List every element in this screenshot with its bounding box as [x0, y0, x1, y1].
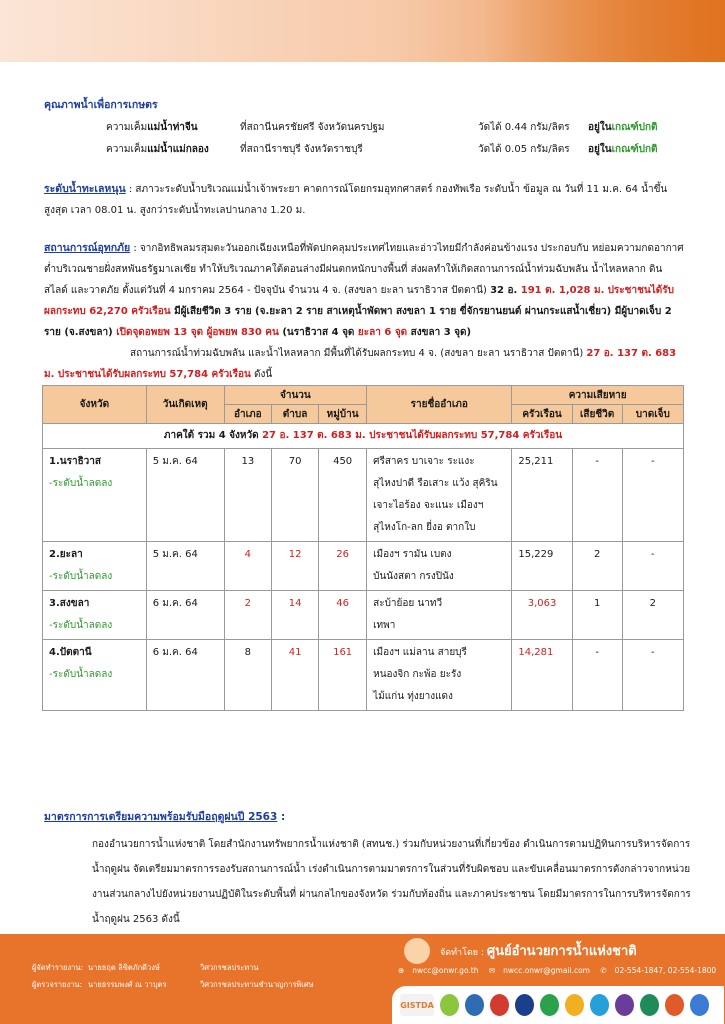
cell-households: 15,229 — [512, 542, 572, 591]
measures-colon: : — [277, 811, 286, 823]
cell-injured: - — [622, 640, 683, 711]
province-name: 2.ยะลา — [49, 549, 83, 560]
cell-tambon: 70 — [272, 449, 319, 542]
prepared-by-label: จัดทำโดย : — [440, 948, 487, 958]
summary-cell — [43, 424, 684, 449]
district-line: หนองจิก กะพ้อ ยะรัง — [373, 669, 462, 680]
partner-logo-icon — [690, 994, 709, 1016]
disaster-paragraph — [44, 238, 684, 343]
disaster-shelters: เปิดจุดอพยพ 13 จุด ผู้อพยพ 830 คน — [116, 327, 279, 338]
district-line: เมืองฯ รามัน เบตง — [373, 549, 452, 560]
cell-deaths: - — [572, 449, 622, 542]
disaster-amphoe: 32 อ. — [490, 285, 521, 296]
wq-station: ที่สถานีนครชัยศรี จังหวัดนครปฐม — [240, 122, 385, 133]
partner-logo-icon — [665, 994, 684, 1016]
district-line: เจาะไอร้อง จะแนะ เมืองฯ — [373, 500, 484, 511]
main-content — [44, 96, 684, 711]
cell-districts — [367, 591, 512, 640]
disaster-yala: ยะลา 6 จุด — [357, 327, 408, 338]
flood-table — [42, 385, 684, 711]
cell-date: 5 ม.ค. 64 — [146, 449, 224, 542]
preparer-position: วิศวกรชลประทาน — [200, 963, 259, 972]
water-drop-logo — [404, 938, 430, 964]
summary-value: 27 อ. 137 ต. 683 ม. ประชาชนได้รับผลกระทบ 57,784 ครัวเรือน — [262, 430, 563, 441]
cell-tambon: 12 — [272, 542, 319, 591]
wq-status-key: เกณฑ์ปกติ — [611, 144, 658, 155]
partner-logo-icon — [515, 994, 534, 1016]
cell-tambon: 14 — [272, 591, 319, 640]
cell-village: 26 — [319, 542, 367, 591]
district-line: สุไหงโก-ลก ยี่งอ ตากใบ — [373, 522, 476, 533]
wq-status: อยู่ใน — [588, 122, 612, 133]
measures-title: มาตรการการเตรียมความพร้อมรับมือฤดูฝนปี 2563 — [44, 811, 278, 823]
wq-river: แม่น้ำท่าจีน — [147, 122, 198, 133]
phone-numbers: 02-554-1847, 02-554-1800 — [614, 966, 717, 975]
header-households: ครัวเรือน — [512, 405, 572, 424]
mail-icon: ✉ — [488, 966, 496, 975]
disaster-affected: ประชาชนได้รับผลกระทบ 62,270 ครัวเรือน — [44, 285, 674, 317]
cell-date: 6 ม.ค. 64 — [146, 640, 224, 711]
cell-districts — [367, 542, 512, 591]
cell-village: 46 — [319, 591, 367, 640]
measures-text: กองอำนวยการน้ำแห่งชาติ โดยสำนักงานทรัพยากรน้ำแห่งชาติ (สทนช.) ร่วมกับหน่วยงานที่เกี่ยวข้อง ดำเนินการตามปฏิทินการบริหารจัดการน้ำฤดูฝน จัดเตรียมมาตรการรองรับสถานการณ์น้ำ เร่งดำเนินการตามมาตรการในส่วนที่รับผิดชอบ และขับเคลื่อนมาตรการดังกล่าวจากหน่วยงานส่วนกลางไปยังหน่วยงานปฏิบัติในระดับพื้นที่ ผ่านกลไกของจังหวัด ร่วมกับท้องถิ่น และภาคประชาชน โดยมีมาตรการในการบริหารจัดการน้ำฤดูฝน 2563 ดังนี้ — [92, 839, 691, 925]
gistda-logo: GISTDA — [400, 994, 434, 1016]
cell-tambon: 41 — [272, 640, 319, 711]
disaster-end: ดังนี้ — [250, 369, 273, 380]
cell-injured: 2 — [622, 591, 683, 640]
reviewer-label: ผู้ตรวจรายงาน: — [32, 980, 83, 989]
partner-logo-icon — [640, 994, 659, 1016]
globe-icon: ⊕ — [398, 966, 405, 975]
cell-injured: - — [622, 449, 683, 542]
province-note: -ระดับน้ำลดลง — [49, 571, 113, 582]
province-name: 1.นราธิวาส — [49, 456, 102, 467]
header-amphoe: อำเภอ — [224, 405, 271, 424]
measures-section — [44, 808, 694, 932]
header-tambon: ตำบล — [272, 405, 319, 424]
disaster-text: : จากอิทธิพลมรสุมตะวันออกเฉียงเหนือที่พัดปกคลุมประเทศไทยและอ่าวไทยมีกำลังค่อนข้างแรง ประกอบกับ หย่อมความกดอากาศต่ำบริเวณชายฝั่งสหพันธรัฐมาเลเซีย ทำให้บริเวณภาคใต้ตอนล่างมีฝนตกหนักบางพื้นที่ ส่งผลทำให้เกิดสถานการณ์น้ำท่วมฉับพลัน น้ำไหลหลาก ดินสไลด์ และวาตภัย ตั้งแต่วันที่ 4 มกราคม 2564 - ปัจจุบัน จำนวน 4 จ. (สงขลา ยะลา นราธิวาส ปัตตานี) — [44, 243, 684, 296]
province-note: -ระดับน้ำลดลง — [49, 669, 113, 680]
reviewer-name: นายธรรมพงศ์ ณ วาบุตร — [88, 980, 167, 989]
cell-date: 5 ม.ค. 64 — [146, 542, 224, 591]
wq-measure: วัดได้ 0.44 กรัม/ลิตร — [478, 122, 570, 133]
cell-deaths: 1 — [572, 591, 622, 640]
footer-org — [440, 940, 637, 961]
phone-icon: ✆ — [600, 966, 607, 975]
wq-measure: วัดได้ 0.05 กรัม/ลิตร — [478, 144, 570, 155]
cell-deaths: 2 — [572, 542, 622, 591]
disaster-summary: 27 อ. 137 ต. 683 ม. ประชาชนได้รับผลกระทบ 57,784 ครัวเรือน — [44, 348, 677, 380]
water-quality-row — [44, 120, 684, 135]
district-line: สะบ้าย้อย นาทวี — [373, 598, 443, 609]
cell-injured: - — [622, 542, 683, 591]
province-name: 4.ปัตตานี — [49, 647, 92, 658]
disaster-text-2: สถานการณ์น้ำท่วมฉับพลัน และน้ำไหลหลาก มีพื้นที่ได้รับผลกระทบ 4 จ. (สงขลา ยะลา นราธิวาส ปัตตานี) — [130, 348, 587, 359]
cell-households: 3,063 — [512, 591, 572, 640]
cell-village: 161 — [319, 640, 367, 711]
sea-level-text: : สภาวะระดับน้ำบริเวณแม่น้ำเจ้าพระยา คาดการณ์โดยกรมอุทกศาสตร์ กองทัพเรือ ระดับน้ำ ข้อมูล ณ วันที่ 11 ม.ค. 64 น้ำขึ้นสูงสุด เวลา 08.01 น. สูงกว่าระดับน้ำทะเลปานกลาง 1.20 ม. — [44, 184, 668, 216]
table-row — [43, 640, 684, 711]
header-district-list: รายชื่ออำเภอ — [367, 386, 512, 424]
cell-amphoe: 8 — [224, 640, 271, 711]
province-note: -ระดับน้ำลดลง — [49, 478, 113, 489]
preparer-name: นายธฤต ลิขิตภักดีวงษ์ — [88, 963, 160, 972]
cell-amphoe: 2 — [224, 591, 271, 640]
district-line: สุไหงปาดี รือเสาะ แว้ง สุคิริน — [373, 478, 498, 489]
table-row — [43, 591, 684, 640]
partner-logo-icon — [590, 994, 609, 1016]
disaster-title: สถานการณ์อุทกภัย — [44, 242, 131, 254]
partner-logo-icon — [565, 994, 584, 1016]
header-injured: บาดเจ็บ — [622, 405, 683, 424]
header-province: จังหวัด — [43, 386, 147, 424]
cell-districts — [367, 449, 512, 542]
disaster-tambon: 191 ต. 1,028 ม. — [520, 285, 605, 296]
table-row — [43, 449, 684, 542]
cell-households: 25,211 — [512, 449, 572, 542]
email-2[interactable]: nwcc.onwr@gmail.com — [503, 966, 590, 975]
water-quality-table — [44, 120, 684, 157]
cell-province — [43, 640, 147, 711]
wq-river: แม่น้ำแม่กลอง — [147, 144, 209, 155]
disaster-narathiwat: (นราธิวาส 4 จุด — [278, 327, 358, 338]
sea-level-paragraph — [44, 179, 684, 221]
table-row — [43, 542, 684, 591]
header-date: วันเกิดเหตุ — [146, 386, 224, 424]
partner-logo-icon — [615, 994, 634, 1016]
org-name: ศูนย์อำนวยการน้ำแห่งชาติ — [486, 944, 637, 959]
district-line: ไม้แก่น ทุ่งยางแดง — [373, 691, 453, 702]
cell-province — [43, 449, 147, 542]
cell-date: 6 ม.ค. 64 — [146, 591, 224, 640]
header-banner — [0, 0, 725, 62]
preparer-label: ผู้จัดทำรายงาน: — [32, 963, 83, 972]
wq-label: ความเค็ม — [106, 122, 148, 133]
summary-row — [43, 424, 684, 449]
footer — [0, 934, 725, 1024]
cell-amphoe: 13 — [224, 449, 271, 542]
district-line: เมืองฯ แม่ลาน สายบุรี — [373, 647, 467, 658]
partner-logo-icon — [465, 994, 484, 1016]
wq-label: ความเค็ม — [106, 144, 148, 155]
wq-station: ที่สถานีราชบุรี จังหวัดราชบุรี — [240, 144, 363, 155]
reviewer-position: วิศวกรชลประทานชำนาญการพิเศษ — [200, 980, 314, 989]
cell-deaths: - — [572, 640, 622, 711]
wq-status-key: เกณฑ์ปกติ — [611, 122, 658, 133]
cell-village: 450 — [319, 449, 367, 542]
disaster-songkhla: สงขลา 3 จุด) — [407, 327, 472, 338]
water-quality-title: คุณภาพน้ำเพื่อการเกษตร — [44, 99, 158, 111]
email-1[interactable]: nwcc@onwr.go.th — [412, 966, 479, 975]
header-deaths: เสียชีวิต — [572, 405, 622, 424]
footer-credits — [32, 959, 314, 993]
water-quality-row — [44, 142, 684, 157]
table-header-row — [43, 386, 684, 405]
district-line: เทพา — [373, 620, 396, 631]
district-line: บันนังสตา กรงปินัง — [373, 571, 454, 582]
cell-households: 14,281 — [512, 640, 572, 711]
cell-amphoe: 4 — [224, 542, 271, 591]
summary-label: ภาคใต้ รวม 4 จังหวัด — [163, 430, 263, 441]
footer-contact — [398, 966, 724, 975]
partner-logo-icon — [440, 994, 459, 1016]
partner-logo-icon — [490, 994, 509, 1016]
wq-status: อยู่ใน — [588, 144, 612, 155]
province-name: 3.สงขลา — [49, 598, 90, 609]
partner-logos — [392, 986, 724, 1024]
disaster-deaths: มีผู้เสียชีวิต 3 ราย (จ.ยะลา 2 ราย สาเหตุน้ำพัดพา สงขลา 1 ราย ขี่จักรยานยนต์ ผ่านกระแสน้ำเชี่ยว) มีผู้บาดเจ็บ 2 ราย (จ.สงขลา) — [44, 306, 672, 338]
district-line: ศรีสาคร บาเจาะ ระแงะ — [373, 456, 475, 467]
header-count: จำนวน — [224, 386, 367, 405]
cell-province — [43, 591, 147, 640]
disaster-paragraph-2 — [44, 343, 684, 385]
header-village: หมู่บ้าน — [319, 405, 367, 424]
cell-districts — [367, 640, 512, 711]
province-note: -ระดับน้ำลดลง — [49, 620, 113, 631]
partner-logo-icon — [540, 994, 559, 1016]
cell-province — [43, 542, 147, 591]
header-damage: ความเสียหาย — [512, 386, 684, 405]
sea-level-title: ระดับน้ำทะเลหนุน — [44, 183, 126, 195]
